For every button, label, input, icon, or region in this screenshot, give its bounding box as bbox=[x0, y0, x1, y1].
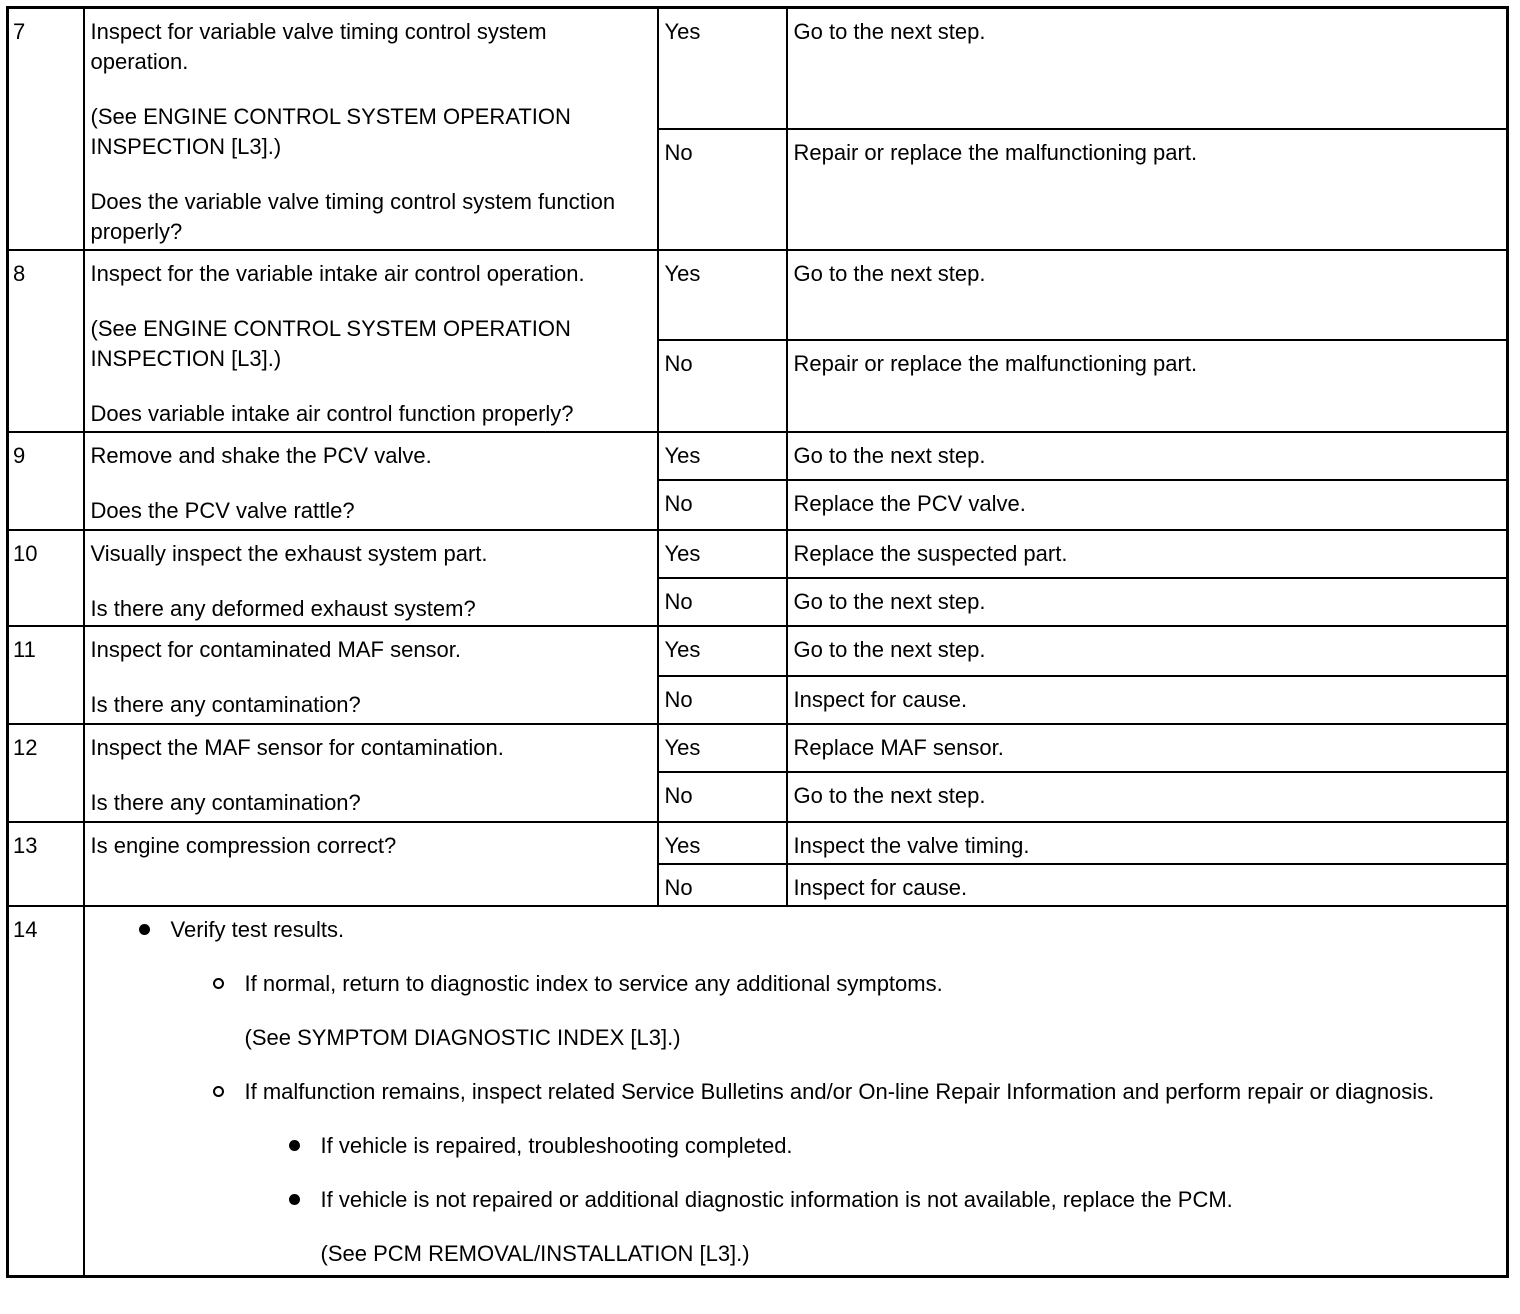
inspection-cell bbox=[84, 530, 658, 626]
malfunction-text: If malfunction remains, inspect related Service Bulletins and/or On-line Repair Information and perform repair or diagnosis. bbox=[244, 1078, 1435, 1104]
repaired-text: If vehicle is repaired, troubleshooting completed. bbox=[320, 1132, 793, 1158]
table-row-step-14 bbox=[8, 906, 1508, 1277]
inspection-cell bbox=[84, 626, 658, 724]
hollow-bullet-icon bbox=[213, 978, 224, 989]
not-repaired-text: If vehicle is not repaired or additional diagnostic information is not available, replace the PCM. bbox=[320, 1186, 1233, 1212]
hollow-bullet-icon bbox=[213, 1086, 224, 1097]
step-number: 14 bbox=[8, 906, 84, 1277]
yes-label: Yes bbox=[658, 822, 787, 864]
inspection-text: Visually inspect the exhaust system part. bbox=[90, 540, 488, 566]
diagnostic-procedure-table bbox=[6, 6, 1509, 1278]
step-number: 8 bbox=[8, 250, 84, 432]
no-action: Go to the next step. bbox=[787, 578, 1508, 626]
yes-action: Go to the next step. bbox=[787, 8, 1508, 129]
normal-reference: (See SYMPTOM DIAGNOSTIC INDEX [L3].) bbox=[244, 1024, 681, 1050]
step-number: 7 bbox=[8, 8, 84, 250]
inspection-question: Is there any contamination? bbox=[90, 789, 361, 815]
yes-label: Yes bbox=[658, 8, 787, 129]
no-action: Repair or replace the malfunctioning part. bbox=[787, 129, 1508, 250]
filled-bullet-icon bbox=[139, 924, 150, 935]
table-row-step-13 bbox=[8, 822, 1508, 864]
inspection-cell bbox=[84, 250, 658, 432]
step-number: 10 bbox=[8, 530, 84, 626]
yes-label: Yes bbox=[658, 530, 787, 578]
inspection-text: Inspect for contaminated MAF sensor. bbox=[90, 636, 462, 662]
no-action: Inspect for cause. bbox=[787, 676, 1508, 724]
inspection-question: Is engine compression correct? bbox=[90, 832, 397, 858]
inspection-reference: (See ENGINE CONTROL SYSTEM OPERATION INSPECTION [L3].) bbox=[90, 315, 571, 371]
yes-action: Go to the next step. bbox=[787, 250, 1508, 340]
list-item bbox=[91, 1077, 1501, 1107]
no-label: No bbox=[658, 864, 787, 906]
inspection-question: Does the variable valve timing control system function properly? bbox=[90, 189, 616, 244]
final-instructions-cell bbox=[84, 906, 1508, 1277]
table-row-step-7 bbox=[8, 8, 1508, 129]
no-action: Replace the PCV valve. bbox=[787, 480, 1508, 530]
no-action: Go to the next step. bbox=[787, 772, 1508, 822]
inspection-cell bbox=[84, 822, 658, 906]
yes-label: Yes bbox=[658, 626, 787, 676]
inspection-text: Inspect the MAF sensor for contamination. bbox=[90, 734, 504, 760]
yes-label: Yes bbox=[658, 724, 787, 772]
no-label: No bbox=[658, 578, 787, 626]
inspection-reference: (See ENGINE CONTROL SYSTEM OPERATION INSPECTION [L3].) bbox=[90, 104, 571, 159]
inspection-question: Is there any deformed exhaust system? bbox=[90, 595, 476, 621]
filled-bullet-icon bbox=[289, 1140, 300, 1151]
no-label: No bbox=[658, 480, 787, 530]
no-label: No bbox=[658, 340, 787, 432]
yes-label: Yes bbox=[658, 432, 787, 480]
table-row-step-8 bbox=[8, 250, 1508, 340]
inspection-question: Does variable intake air control function properly? bbox=[90, 400, 574, 426]
final-instructions-list bbox=[91, 915, 1501, 1269]
step-number: 12 bbox=[8, 724, 84, 822]
list-item bbox=[91, 1185, 1501, 1269]
yes-action: Go to the next step. bbox=[787, 626, 1508, 676]
no-label: No bbox=[658, 772, 787, 822]
verify-text: Verify test results. bbox=[170, 916, 345, 942]
no-action: Repair or replace the malfunctioning part. bbox=[787, 340, 1508, 432]
yes-action: Inspect the valve timing. bbox=[787, 822, 1508, 864]
inspection-question: Is there any contamination? bbox=[90, 691, 361, 717]
inspection-text: Inspect for the variable intake air control operation. bbox=[90, 260, 585, 286]
yes-action: Replace MAF sensor. bbox=[787, 724, 1508, 772]
inspection-cell bbox=[84, 432, 658, 530]
list-item bbox=[91, 969, 1501, 1053]
inspection-text: Remove and shake the PCV valve. bbox=[90, 442, 432, 468]
list-item bbox=[91, 1131, 1501, 1161]
yes-action: Go to the next step. bbox=[787, 432, 1508, 480]
no-action: Inspect for cause. bbox=[787, 864, 1508, 906]
yes-label: Yes bbox=[658, 250, 787, 340]
table-row-step-10 bbox=[8, 530, 1508, 578]
table-row-step-12 bbox=[8, 724, 1508, 772]
pcm-reference: (See PCM REMOVAL/INSTALLATION [L3].) bbox=[320, 1240, 750, 1266]
table-row-step-11 bbox=[8, 626, 1508, 676]
step-number: 11 bbox=[8, 626, 84, 724]
inspection-cell bbox=[84, 8, 658, 250]
table-row-step-9 bbox=[8, 432, 1508, 480]
no-label: No bbox=[658, 676, 787, 724]
yes-action: Replace the suspected part. bbox=[787, 530, 1508, 578]
inspection-text: Inspect for variable valve timing control system operation. bbox=[90, 19, 547, 74]
step-number: 9 bbox=[8, 432, 84, 530]
filled-bullet-icon bbox=[289, 1194, 300, 1205]
normal-text: If normal, return to diagnostic index to service any additional symptoms. bbox=[244, 970, 943, 996]
inspection-cell bbox=[84, 724, 658, 822]
step-number: 13 bbox=[8, 822, 84, 906]
no-label: No bbox=[658, 129, 787, 250]
inspection-question: Does the PCV valve rattle? bbox=[90, 497, 355, 523]
list-item bbox=[91, 915, 1501, 945]
